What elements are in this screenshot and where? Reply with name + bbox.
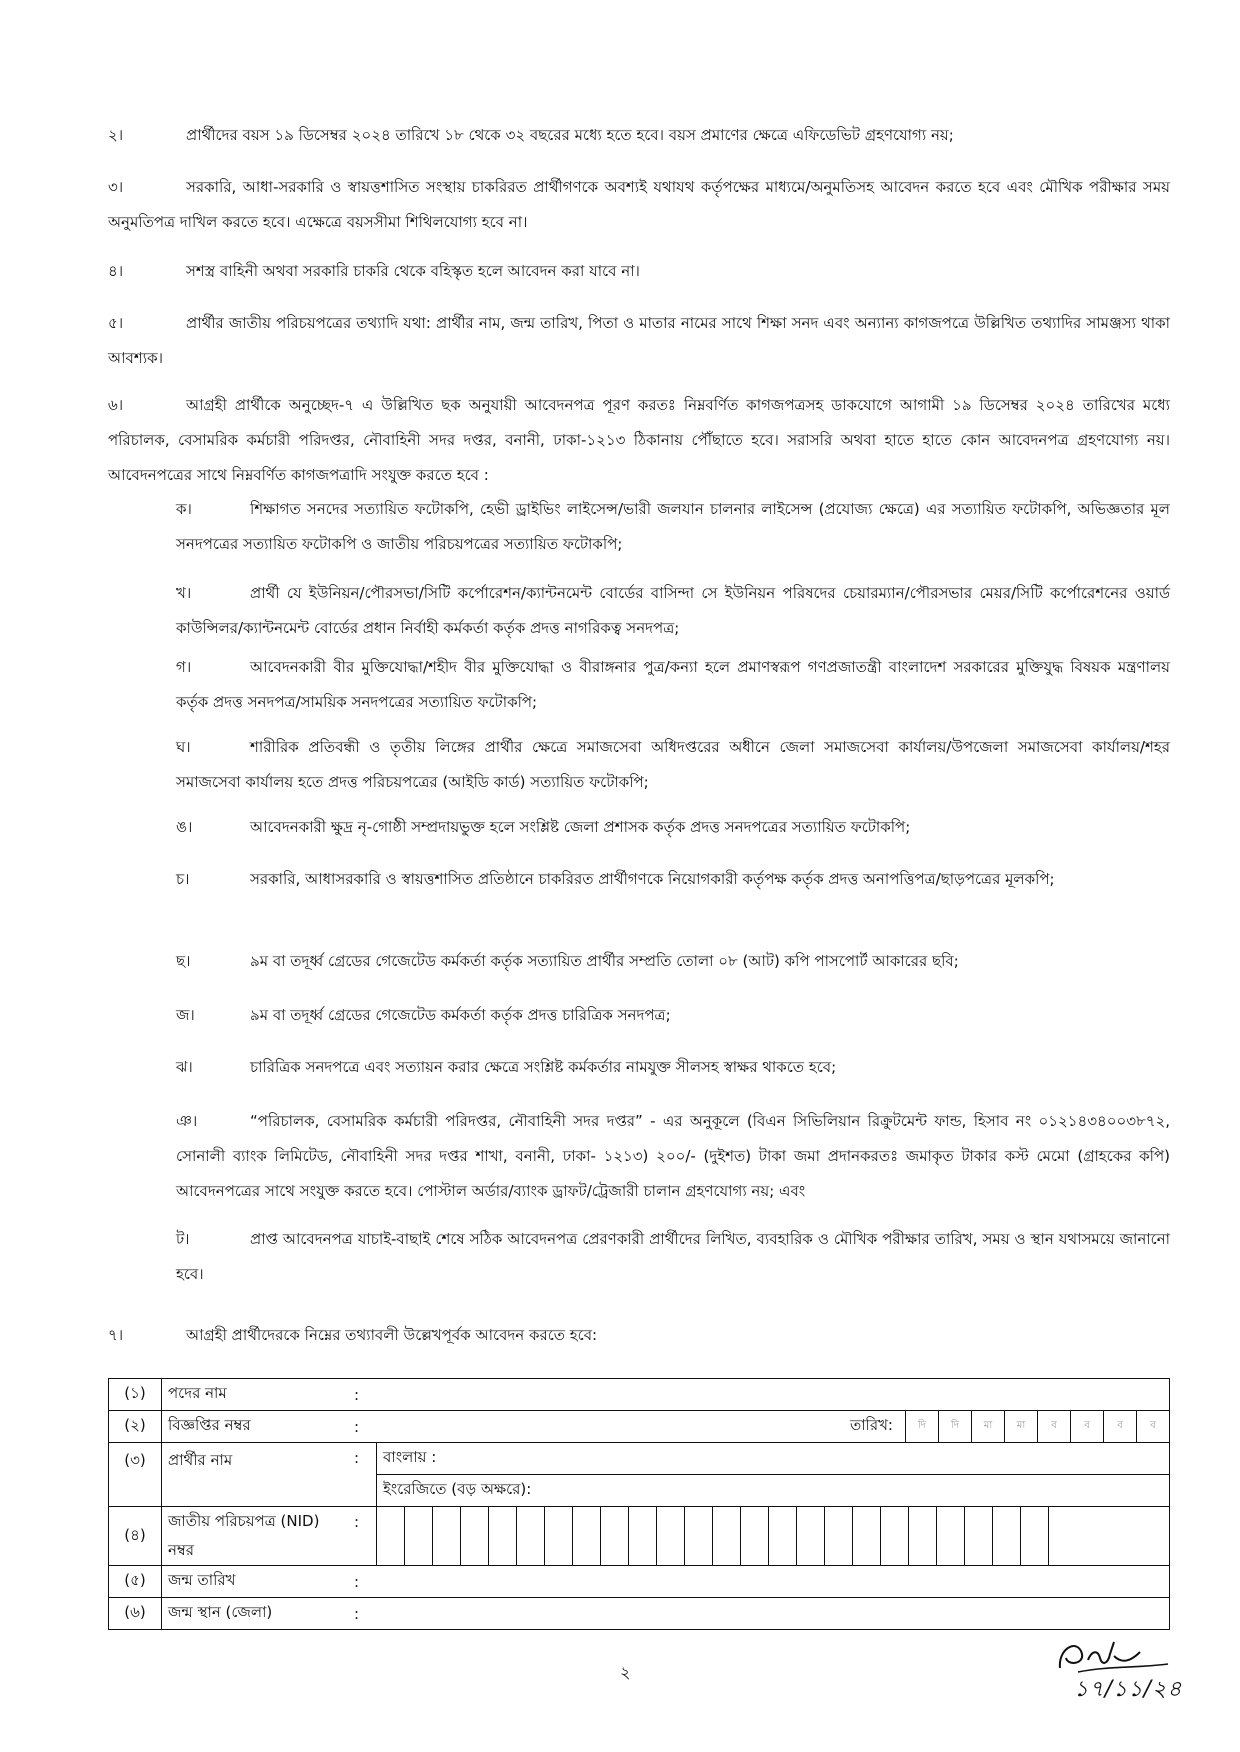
date-box-year-3[interactable]: ব <box>1103 1411 1136 1442</box>
sub-item-number: গ। <box>176 658 192 676</box>
paragraph-number: ৩। <box>108 178 124 196</box>
paragraph-7 <box>108 1318 1170 1353</box>
signature-date: ১৭/১১/২৪ <box>1074 1677 1183 1702</box>
handwritten-signature <box>1048 1628 1183 1722</box>
paragraph-text: প্রার্থীদের বয়স ১৯ ডিসেম্বর ২০২৪ তারিখে ১৮ থেকে ৩২ বছরের মধ্যে হতে হবে। বয়স প্রমাণের ক্ষেত্রে এফিডেভিট গ্রহণযোগ্য নয়; <box>186 126 954 144</box>
nid-digit-box[interactable] <box>768 1507 796 1565</box>
row-serial: (৬) <box>109 1598 162 1630</box>
colon: : <box>354 1566 377 1598</box>
paragraph-4 <box>108 254 1170 289</box>
field-label: জন্ম স্থান (জেলা) <box>162 1598 355 1630</box>
date-box-year-1[interactable]: ব <box>1037 1411 1070 1442</box>
application-form-table <box>108 1378 1170 1630</box>
date-box-month-1[interactable]: মা <box>971 1411 1004 1442</box>
field-label: বিজ্ঞপ্তির নম্বর <box>162 1411 355 1443</box>
sub-item-text: চারিত্রিক সনদপত্রে এবং সত্যায়ন করার ক্ষেত্রে সংশ্লিষ্ট কর্মকর্তার নামযুক্ত সীলসহ স্বাক্ষর থাকতে হবে; <box>250 1058 837 1076</box>
row-serial: (৩) <box>109 1443 162 1507</box>
nid-digit-boxes[interactable] <box>377 1507 1169 1565</box>
sub-item-number: চ। <box>176 870 190 888</box>
nid-digit-box[interactable] <box>852 1507 880 1565</box>
sub-item-number: ঙ। <box>176 818 193 836</box>
colon: : <box>354 1598 377 1630</box>
sub-item-number: ছ। <box>176 952 191 970</box>
nid-label-line-1: জাতীয় পরিচয়পত্র (NID) <box>168 1512 320 1530</box>
sub-item-number: ট। <box>176 1230 190 1248</box>
page-number: ২ <box>620 1663 631 1682</box>
paragraph-number: ২। <box>108 126 124 144</box>
date-boxes[interactable] <box>905 1411 1169 1442</box>
nid-label-line-2: নম্বর <box>168 1541 195 1559</box>
paragraph-number: ৭। <box>108 1326 124 1344</box>
nid-digit-box[interactable] <box>908 1507 936 1565</box>
sub-item-number: ঞ। <box>176 1112 198 1130</box>
sub-item-text: প্রার্থী যে ইউনিয়ন/পৌরসভা/সিটি কর্পোরেশন/ক্যান্টনমেন্ট বোর্ডের বাসিন্দা সে ইউনিয়ন পরিষদের চেয়ারম্যান/পৌরসভার মেয়র/সিটি কর্পোরেশনের ওয়ার্ড কাউন্সিলর/ক্যান্টনমেন্ট বোর্ডের প্রধান নির্বাহী কর্মকর্তা কর্তৃক প্রদত্ত নাগরিকত্ব সনদপত্র; <box>176 584 1170 637</box>
date-box-day-1[interactable]: দি <box>905 1411 938 1442</box>
field-label: পদের নাম <box>162 1379 355 1411</box>
birth-place-field[interactable] <box>377 1598 1170 1630</box>
sub-item-text: শারীরিক প্রতিবন্ধী ও তৃতীয় লিঙ্গের প্রার্থীর ক্ষেত্রে সমাজসেবা অধিদপ্তরের অধীনে জেলা সমাজসেবা কার্যালয়/উপজেলা সমাজসেবা কার্যালয়/শহর সমাজসেবা কার্যালয় হতে প্রদত্ত পরিচয়পত্রের (আইডি কার্ড) সত্যায়িত ফটোকপি; <box>176 738 1170 791</box>
sub-item-kha <box>176 576 1170 646</box>
nid-digit-box[interactable] <box>628 1507 656 1565</box>
nid-digit-box[interactable] <box>880 1507 908 1565</box>
date-box-year-4[interactable]: ব <box>1136 1411 1169 1442</box>
paragraph-text: আগ্রহী প্রার্থীকে অনুচ্ছেদ-৭ এ উল্লিখিত ছক অনুযায়ী আবেদনপত্র পূরণ করতঃ নিম্নবর্ণিত কাগজপত্রসহ ডাকযোগে আগামী ১৯ ডিসেম্বর ২০২৪ তারিখের মধ্যে পরিচালক, বেসামরিক কর্মচারী পরিদপ্তর, নৌবাহিনী সদর দপ্তর, বনানী, ঢাকা-১২১৩ ঠিকানায় পৌঁছাতে হবে। সরাসরি অথবা হাতে হাতে কোন আবেদনপত্র গ্রহণযোগ্য নয়। আবেদনপত্রের সাথে নিম্নবর্ণিত কাগজপত্রাদি সংযুক্ত করতে হবে : <box>108 396 1170 484</box>
circular-number-field[interactable] <box>377 1411 1170 1443</box>
nid-digit-box[interactable] <box>544 1507 572 1565</box>
sub-item-number: খ। <box>176 584 192 602</box>
post-name-field[interactable] <box>377 1379 1170 1411</box>
paragraph-3 <box>108 170 1170 240</box>
paragraph-2 <box>108 118 1170 153</box>
paragraph-number: ৫। <box>108 314 124 332</box>
nid-digit-box[interactable] <box>992 1507 1020 1565</box>
sub-item-text: শিক্ষাগত সনদের সত্যায়িত ফটোকপি, হেভী ড্রাইভিং লাইসেন্স/ভারী জলযান চালনার লাইসেন্স (প্রযোজ্য ক্ষেত্রে) এর সত্যায়িত ফটোকপি, অভিজ্ঞতার মূল সনদপত্রের সত্যায়িত ফটোকপি ও জাতীয় পরিচয়পত্রের সত্যায়িত ফটোকপি; <box>176 500 1170 553</box>
sub-item-nga <box>176 810 1170 845</box>
birth-date-field[interactable] <box>377 1566 1170 1598</box>
nid-digit-box[interactable] <box>656 1507 684 1565</box>
nid-digit-box[interactable] <box>740 1507 768 1565</box>
field-label: জন্ম তারিখ <box>162 1566 355 1598</box>
nid-digit-box[interactable] <box>824 1507 852 1565</box>
form-row-circular-number <box>109 1411 1170 1443</box>
sub-item-number: ঘ। <box>176 738 191 756</box>
paragraph-text: সশস্ত্র বাহিনী অথবা সরকারি চাকরি থেকে বহিস্কৃত হলে আবেদন করা যাবে না। <box>186 262 640 280</box>
sub-item-cha <box>176 862 1170 897</box>
colon: : <box>354 1443 377 1507</box>
paragraph-number: ৬। <box>108 396 124 414</box>
row-serial: (৪) <box>109 1507 162 1566</box>
nid-number-field[interactable] <box>377 1507 1170 1566</box>
nid-digit-box[interactable] <box>404 1507 432 1565</box>
date-box-year-2[interactable]: ব <box>1070 1411 1103 1442</box>
sub-item-chha <box>176 944 1170 979</box>
name-english-field[interactable] <box>377 1475 1170 1507</box>
sub-item-gha <box>176 730 1170 800</box>
nid-digit-box[interactable] <box>712 1507 740 1565</box>
sub-item-ga <box>176 650 1170 720</box>
paragraph-number: ৪। <box>108 262 124 280</box>
form-row-birth-date <box>109 1566 1170 1598</box>
date-box-day-2[interactable]: দি <box>938 1411 971 1442</box>
row-serial: (১) <box>109 1379 162 1411</box>
nid-digit-box[interactable] <box>684 1507 712 1565</box>
sub-item-ja <box>176 998 1170 1033</box>
date-box-month-2[interactable]: মা <box>1004 1411 1037 1442</box>
sub-item-text: আবেদনকারী বীর মুক্তিযোদ্ধা/শহীদ বীর মুক্তিযোদ্ধা ও বীরাঙ্গনার পুত্র/কন্যা হলে প্রমাণস্বরূপ গণপ্রজাতন্ত্রী বাংলাদেশ সরকারের মুক্তিযুদ্ধ বিষয়ক মন্ত্রণালয় কর্তৃক প্রদত্ত সনদপত্র/সাময়িক সনদপত্রের সত্যায়িত ফটোকপি; <box>176 658 1170 711</box>
nid-digit-box[interactable] <box>1048 1507 1076 1565</box>
nid-digit-box[interactable] <box>964 1507 992 1565</box>
row-serial: (২) <box>109 1411 162 1443</box>
colon: : <box>354 1379 377 1411</box>
form-row-nid <box>109 1507 1170 1566</box>
sub-item-number: ক। <box>176 500 192 518</box>
nid-digit-box[interactable] <box>432 1507 460 1565</box>
sub-item-text: ৯ম বা তদূর্ধ্ব গ্রেডের গেজেটেড কর্মকর্তা কর্তৃক প্রদত্ত চারিত্রিক সনদপত্র; <box>250 1006 671 1024</box>
name-bangla-label: বাংলায় : <box>383 1448 437 1466</box>
sub-item-text: সরকারি, আধাসরকারি ও স্বায়ত্তশাসিত প্রতিষ্ঠানে চাকরিরত প্রার্থীগণকে নিয়োগকারী কর্তৃপক্ষ কর্তৃক প্রদত্ত অনাপত্তিপত্র/ছাড়পত্রের মূলকপি; <box>250 870 1055 888</box>
sub-item-ka <box>176 492 1170 562</box>
paragraph-text: আগ্রহী প্রার্থীদেরকে নিম্নের তথ্যাবলী উল্লেখপূর্বক আবেদন করতে হবে: <box>186 1326 598 1344</box>
sub-item-nya <box>176 1104 1170 1209</box>
paragraph-5 <box>108 306 1170 376</box>
paragraph-6 <box>108 388 1170 493</box>
nid-digit-box[interactable] <box>1020 1507 1048 1565</box>
nid-digit-box[interactable] <box>572 1507 600 1565</box>
field-label: প্রার্থীর নাম <box>162 1443 355 1507</box>
nid-digit-box[interactable] <box>936 1507 964 1565</box>
paragraph-text: সরকারি, আধা-সরকারি ও স্বায়ত্তশাসিত সংস্থায় চাকরিরত প্রার্থীগণকে অবশ্যই যথাযথ কর্তৃপক্ষের মাধ্যমে/অনুমতিসহ আবেদন করতে হবে এবং মৌখিক পরীক্ষার সময় অনুমতিপত্র দাখিল করতে হবে। এক্ষেত্রে বয়সসীমা শিথিলযোগ্য হবে না। <box>108 178 1170 231</box>
nid-digit-box[interactable] <box>460 1507 488 1565</box>
nid-digit-box[interactable] <box>796 1507 824 1565</box>
paragraph-text: প্রার্থীর জাতীয় পরিচয়পত্রের তথ্যাদি যথা: প্রার্থীর নাম, জন্ম তারিখ, পিতা ও মাতার নামের সাথে শিক্ষা সনদ এবং অন্যান্য কাগজপত্রে উল্লিখিত তথ্যাদির সামঞ্জস্য থাকা আবশ্যক। <box>108 314 1170 367</box>
form-row-birth-place <box>109 1598 1170 1630</box>
field-label <box>162 1507 355 1566</box>
sub-item-text: প্রাপ্ত আবেদনপত্র যাচাই-বাছাই শেষে সঠিক আবেদনপত্র প্রেরণকারী প্রার্থীদের লিখিত, ব্যবহারিক ও মৌখিক পরীক্ষার তারিখ, সময় ও স্থান যথাসময়ে জানানো হবে। <box>176 1230 1170 1283</box>
sub-item-text: ৯ম বা তদূর্ধ্ব গ্রেডের গেজেটেড কর্মকর্তা কর্তৃক সত্যায়িত প্রার্থীর সম্প্রতি তোলা ০৮ (আট) কপি পাসপোর্ট আকারের ছবি; <box>250 952 959 970</box>
sub-item-jha <box>176 1050 1170 1085</box>
colon: : <box>354 1411 377 1443</box>
nid-digit-box[interactable] <box>488 1507 516 1565</box>
date-label: তারিখ: <box>849 1416 893 1434</box>
form-row-post-name <box>109 1379 1170 1411</box>
nid-digit-box[interactable] <box>516 1507 544 1565</box>
name-english-label: ইংরেজিতে (বড় অক্ষরে): <box>383 1480 532 1498</box>
form-row-applicant-name-bangla <box>109 1443 1170 1475</box>
nid-digit-box[interactable] <box>600 1507 628 1565</box>
nid-digit-box[interactable] <box>377 1507 404 1565</box>
sub-item-number: জ। <box>176 1006 195 1024</box>
colon: : <box>354 1507 377 1566</box>
name-bangla-field[interactable] <box>377 1443 1170 1475</box>
sub-item-text: আবেদনকারী ক্ষুদ্র নৃ-গোষ্ঠী সম্প্রদায়ভুক্ত হলে সংশ্লিষ্ট জেলা প্রশাসক কর্তৃক প্রদত্ত সনদপত্রের সত্যায়িত ফটোকপি; <box>250 818 911 836</box>
sub-item-text: “পরিচালক, বেসামরিক কর্মচারী পরিদপ্তর, নৌবাহিনী সদর দপ্তর” - এর অনুকূলে (বিএন সিভিলিয়ান রিক্রুটমেন্ট ফান্ড, হিসাব নং ০১২১৪৩৪০০৩৮৭২, সোনালী ব্যাংক লিমিটেড, নৌবাহিনী সদর দপ্তর শাখা, বনানী, ঢাকা- ১২১৩) ২০০/- (দুইশত) টাকা জমা প্রদানকরতঃ জমাকৃত টাকার কস্ট মেমো (গ্রাহকের কপি) আবেদনপত্রের সাথে সংযুক্ত করতে হবে। পোস্টাল অর্ডার/ব্যাংক ড্রাফট/ট্রেজারী চালান গ্রহণযোগ্য নয়; এবং <box>176 1112 1170 1200</box>
row-serial: (৫) <box>109 1566 162 1598</box>
sub-item-ta <box>176 1222 1170 1292</box>
sub-item-number: ঝ। <box>176 1058 193 1076</box>
